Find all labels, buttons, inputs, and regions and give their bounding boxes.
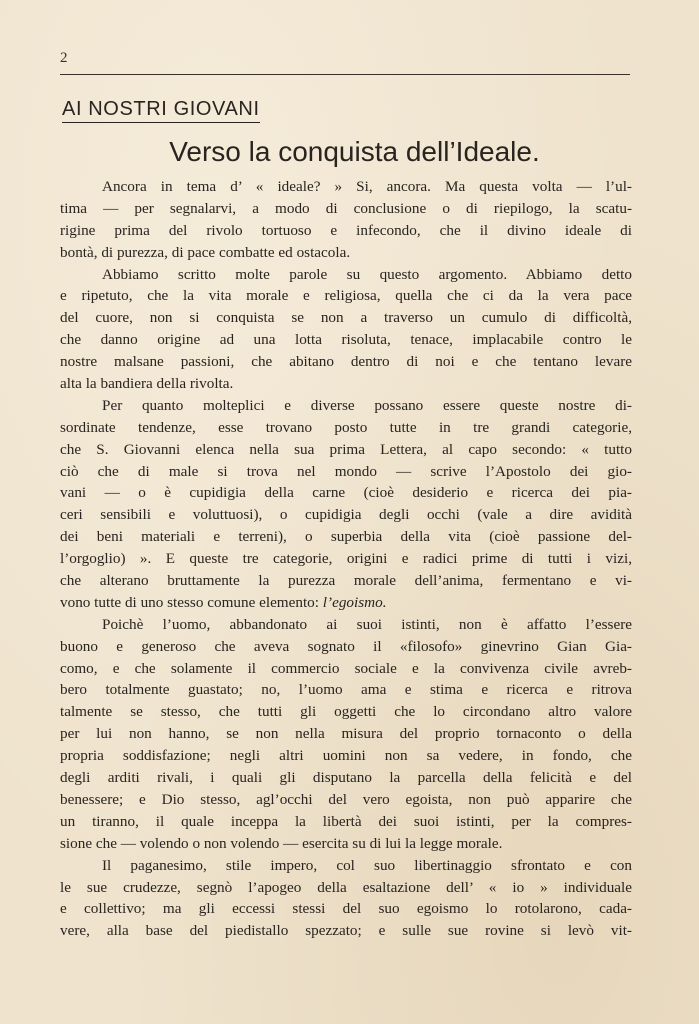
text-line-content: vani — o è cupidigia della carne (cioè desiderio e ricerca dei pia- xyxy=(60,484,632,502)
text-line xyxy=(60,614,632,636)
page-number: 2 xyxy=(60,50,68,66)
text-line-content: un tiranno, il quale inceppa la libertà dei suoi istinti, per la compres- xyxy=(60,812,632,830)
text-line-content: Il paganesimo, stile impero, col suo libertinaggio sfrontato e con xyxy=(102,856,632,874)
text-line-content: bontà, di purezza, di pace combatte ed ostacola. xyxy=(60,243,351,261)
text-line-content: propria soddisfazione; negli altri uomini non sa vedere, in fondo, che xyxy=(60,747,632,765)
text-line xyxy=(60,570,632,592)
text-line xyxy=(60,658,632,680)
text-line xyxy=(60,767,632,789)
text-line-content: le sue crudezze, segnò l’apogeo della esaltazione dell’ « io » individuale xyxy=(60,878,632,896)
text-line-content: che alterano bruttamente la purezza morale dell’anima, fermentano e vi- xyxy=(60,572,632,590)
text-line-content: e ripetuto, che la vita morale e religiosa, quella che ci da la vera pace xyxy=(60,287,632,305)
text-line-content: Ancora in tema d’ « ideale? » Si, ancora. Ma questa volta — l’ul- xyxy=(102,178,632,195)
text-line xyxy=(60,811,632,833)
text-line-content: dei beni materiali e terreni), o superbia della vita (cioè passione del- xyxy=(60,528,632,546)
text-line xyxy=(60,351,632,373)
article-body xyxy=(60,176,632,942)
text-line-content: sione che — volendo o non volendo — esercita su di lui la legge morale. xyxy=(60,834,503,852)
text-line-content: bero totalmente guastato; no, l’uomo ama e stima e ricerca e ritrova xyxy=(60,681,632,699)
text-line-content: alta la bandiera della rivolta. xyxy=(60,375,234,393)
text-line xyxy=(60,242,632,264)
text-line-content: nostre malsane passioni, che abitano dentro di noi e che tentano levare xyxy=(60,353,632,371)
text-line xyxy=(60,920,632,942)
text-line-content: Per quanto molteplici e diverse possano essere queste nostre di- xyxy=(102,396,632,414)
text-line xyxy=(60,877,632,899)
text-line-content: como, e che solamente il commercio sociale e la convivenza civile avreb- xyxy=(60,659,632,677)
text-line xyxy=(60,679,632,701)
text-line xyxy=(60,285,632,307)
text-line-content: e collettivo; ma gli eccessi stessi del suo egoismo lo rotolarono, cada- xyxy=(60,900,632,918)
text-line xyxy=(60,548,632,570)
text-line-content: degli arditi rivali, i quali gli disputano la parcella della felicità e del xyxy=(60,769,632,787)
text-line-content: del cuore, non si conquista se non a traverso un cumulo di difficoltà, xyxy=(60,309,632,327)
text-line xyxy=(60,176,632,198)
text-line xyxy=(60,855,632,877)
text-line xyxy=(60,745,632,767)
text-line-content: talmente se stesso, che tutti gli oggetti che lo circondano altro valore xyxy=(60,703,632,721)
text-line xyxy=(60,395,632,417)
text-line xyxy=(60,461,632,483)
text-line xyxy=(60,701,632,723)
text-line-content: che danno origine ad una lotta risoluta, tenace, implacabile contro le xyxy=(60,331,632,349)
text-line-content: sordinate tendenze, esse trovano posto tutte in tre grandi categorie, xyxy=(60,418,632,436)
text-line xyxy=(60,592,632,614)
text-line-content: buono e generoso che aveva sognato il «filosofo» ginevrino Gian Gia- xyxy=(60,637,632,655)
text-line xyxy=(60,373,632,395)
text-line-content: per lui non hanno, se non nella misura del proprio tornaconto o della xyxy=(60,725,632,743)
text-line-content: vere, alla base del piedistallo spezzato; e sulle sue rovine si levò vit- xyxy=(60,922,632,940)
italic-emphasis: l’egoismo. xyxy=(322,593,387,611)
text-line xyxy=(60,439,632,461)
text-line xyxy=(60,526,632,548)
text-line-content: che S. Giovanni elenca nella sua prima Lettera, al capo secondo: « tutto xyxy=(60,440,632,458)
text-line xyxy=(60,504,632,526)
text-line-content: tima — per segnalarvi, a modo di conclusione o di riepilogo, la scatu- xyxy=(60,199,632,217)
text-line xyxy=(60,307,632,329)
text-line xyxy=(60,723,632,745)
text-line-content: benessere; e Dio stesso, agl’occhi del vero egoista, non può apparire che xyxy=(60,790,632,808)
text-line-content: ceri sensibili e voluttuosi), o cupidigia degli occhi (vale a dire avidità xyxy=(60,506,632,524)
text-line xyxy=(60,833,632,855)
text-line xyxy=(60,417,632,439)
text-line-content: ciò che di male si trova nel mondo — scrive l’Apostolo dei gio- xyxy=(60,462,632,480)
text-line-content: rigine prima del rivolo tortuoso e infecondo, che il divino ideale di xyxy=(60,221,632,239)
header-rule xyxy=(60,74,630,75)
text-line xyxy=(60,220,632,242)
text-line-content: vono tutte di uno stesso comune elemento: xyxy=(60,593,319,611)
text-line-content: Poichè l’uomo, abbandonato ai suoi istinti, non è affatto l’essere xyxy=(102,615,632,633)
text-line-content: l’orgoglio) ». E queste tre categorie, origini e radici prime di tutti i vizi, xyxy=(60,550,632,568)
text-line xyxy=(60,264,632,286)
text-line xyxy=(60,198,632,220)
text-line xyxy=(60,789,632,811)
article-title: Verso la conquista dell’Ideale. xyxy=(169,136,540,167)
text-line xyxy=(60,329,632,351)
section-heading: AI NOSTRI GIOVANI xyxy=(62,97,260,123)
text-line xyxy=(60,482,632,504)
text-line xyxy=(60,898,632,920)
text-line xyxy=(60,636,632,658)
text-line-content: Abbiamo scritto molte parole su questo argomento. Abbiamo detto xyxy=(102,265,632,283)
